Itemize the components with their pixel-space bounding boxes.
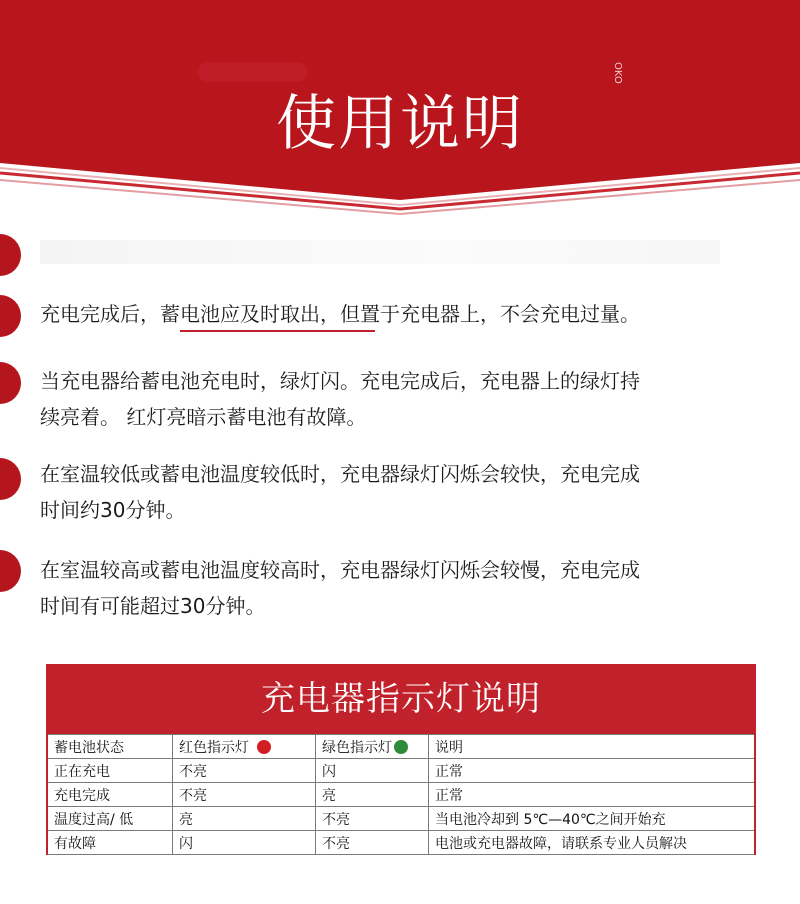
table-cell: 正在充电 [47, 759, 173, 783]
table-cell: 不亮 [316, 807, 429, 831]
red-dot-icon [257, 740, 271, 754]
instruction-1-text-a: 充电完成后， [40, 302, 160, 326]
instruction-3-line-2: 时间约30分钟。 [40, 498, 186, 522]
header-watermark-logo [198, 62, 308, 82]
faded-row [40, 240, 720, 264]
bullet-icon [0, 362, 21, 404]
header-cell-state: 蓄电池状态 [47, 735, 173, 759]
table-row [47, 831, 755, 855]
instruction-1 [40, 296, 760, 332]
table-cell: 有故障 [47, 831, 173, 855]
page-title: 使用说明 [276, 89, 524, 159]
table-cell: 电池或充电器故障，请联系专业人员解决 [429, 831, 756, 855]
instruction-4-line-2: 时间有可能超过30分钟。 [40, 594, 266, 618]
instruction-3-line-1: 在室温较低或蓄电池温度较低时，充电器绿灯闪烁会较快，充电完成 [40, 462, 640, 486]
instruction-1-highlight: 蓄电池应及时取出 [160, 302, 320, 326]
instruction-2-line-1: 当充电器给蓄电池充电时，绿灯闪。充电完成后，充电器上的绿灯持 [40, 369, 640, 393]
instruction-1-text-b: ，但置于充电器上，不会充电过量。 [320, 302, 640, 326]
table-cell: 正常 [429, 759, 756, 783]
header-green-label: 绿色指示灯 [322, 739, 392, 756]
indicator-table [46, 734, 756, 855]
table-cell: 当电池冷却到 5℃—40℃之间开始充 [429, 807, 756, 831]
header-cell-red [173, 735, 316, 759]
table-cell: 亮 [173, 807, 316, 831]
table-title: 充电器指示灯说明 [46, 664, 756, 734]
table-cell: 温度过高/ 低 [47, 807, 173, 831]
table-cell: 闪 [173, 831, 316, 855]
instruction-2-line-2: 续亮着。 红灯亮暗示蓄电池有故障。 [40, 405, 367, 429]
header-cell-green [316, 735, 429, 759]
instruction-2 [40, 363, 760, 435]
table-cell: 充电完成 [47, 783, 173, 807]
bullet-icon [0, 458, 21, 500]
bullet-icon [0, 550, 21, 592]
header-banner [0, 0, 800, 215]
instruction-4-line-1: 在室温较高或蓄电池温度较高时，充电器绿灯闪烁会较慢，充电完成 [40, 558, 640, 582]
bullet-icon [0, 234, 21, 276]
header-cell-note: 说明 [429, 735, 756, 759]
table-row [47, 783, 755, 807]
header-red-label: 红色指示灯 [179, 739, 249, 756]
table-cell: 正常 [429, 783, 756, 807]
table-cell: 不亮 [173, 759, 316, 783]
table-cell: 亮 [316, 783, 429, 807]
instruction-4 [40, 552, 760, 624]
green-dot-icon [394, 740, 408, 754]
table-row [47, 807, 755, 831]
table-cell: 不亮 [173, 783, 316, 807]
bullet-icon [0, 295, 21, 337]
instruction-3 [40, 456, 760, 528]
table-cell: 不亮 [316, 831, 429, 855]
table-row [47, 759, 755, 783]
table-cell: 闪 [316, 759, 429, 783]
highlight-underline [180, 330, 375, 332]
table-header-row [47, 735, 755, 759]
header-side-mark: OKO [612, 62, 623, 84]
